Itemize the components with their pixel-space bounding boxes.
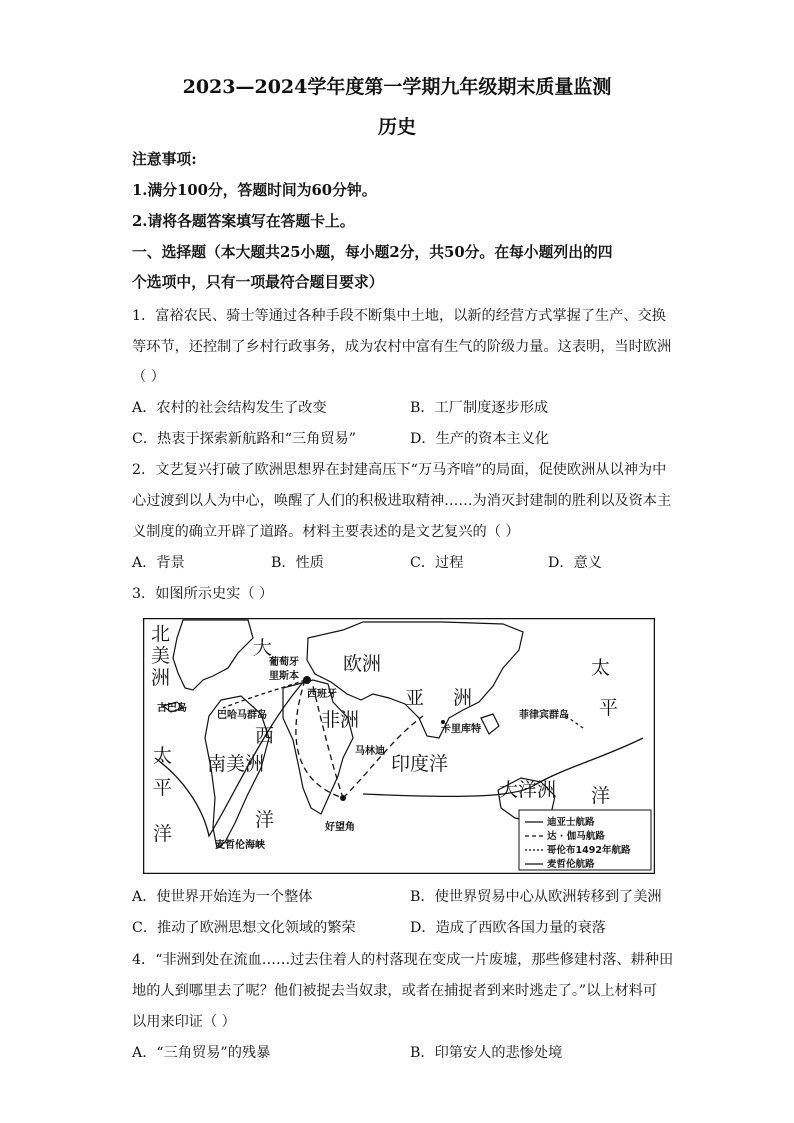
question-stem: 2．文艺复兴打破了欧洲思想界在封建高压下“万马齐喑”的局面，促使欧洲从以神为中	[132, 462, 667, 478]
label-malindi: 马林迪	[355, 746, 385, 757]
notes-heading: 注意事项:	[132, 151, 197, 168]
option-b: B．性质	[271, 555, 324, 571]
label-pacific-east: 平	[599, 697, 619, 719]
label-pacific-west: 洋	[153, 823, 173, 845]
option-b: B．印第安人的悲惨处境	[410, 1045, 563, 1061]
label-pacific-west: 太	[153, 745, 173, 767]
option-a: A．背景	[132, 555, 185, 571]
notes-item: 2.请将各题答案填写在答题卡上。	[132, 213, 355, 230]
label-indian-ocean: 印度洋	[391, 753, 449, 775]
label-africa: 非洲	[321, 709, 360, 731]
good-hope-marker	[340, 795, 346, 801]
label-philippines: 菲律宾群岛	[519, 710, 569, 721]
option-a: A．农村的社会结构发生了改变	[132, 400, 327, 416]
option-a: A．“三角贸易”的残暴	[132, 1045, 271, 1061]
label-europe: 欧洲	[343, 653, 382, 675]
label-atlantic: 西	[255, 725, 275, 747]
question-stem: 以用来印证（ ）	[132, 1014, 236, 1030]
legend-da-gama: 达 · 伽马航路	[547, 831, 605, 842]
label-good-hope: 好望角	[325, 822, 355, 833]
legend-dias: 迪亚士航路	[547, 817, 595, 828]
question-stem: 等环节，还控制了乡村行政事务，成为农村中富有生气的阶级力量。这表明，当时欧洲	[132, 339, 672, 355]
question-stem: 3．如图所示史实（ ）	[132, 586, 274, 602]
question-stem: 地的人到哪里去了呢？他们被捉去当奴隶，或者在捕捉者到来时逃走了。”以上材料可	[132, 983, 658, 999]
option-d: D．意义	[548, 555, 602, 571]
label-bahamas: 巴哈马群岛	[217, 710, 267, 721]
option-c: C．热衷于探索新航路和“三角贸易”	[132, 431, 356, 447]
lisbon-marker	[303, 676, 311, 684]
question-stem: （ ）	[132, 369, 165, 385]
option-a: A．使世界开始连为一个整体	[132, 889, 313, 905]
new-routes-map	[143, 618, 655, 874]
label-pacific-east: 太	[591, 657, 611, 679]
label-pacific-west: 平	[153, 777, 173, 799]
label-atlantic: 大	[253, 637, 273, 659]
question-stem: 1．富裕农民、骑士等通过各种手段不断集中土地，以新的经营方式掌握了生产、交换	[132, 308, 666, 324]
label-lisbon: 里斯本	[269, 671, 299, 682]
label-north-america: 北	[151, 623, 171, 645]
label-magellan-strait: 麦哲伦海峡	[215, 840, 265, 851]
question-stem: 义制度的确立开辟了道路。材料主要表述的是文艺复兴的（ ）	[132, 524, 520, 540]
label-atlantic: 洋	[255, 809, 275, 831]
question-stem: 心过渡到以人为中心，唤醒了人们的积极进取精神……为消灭封建制的胜利以及资本主	[132, 493, 672, 509]
subject-title: 历史	[377, 116, 416, 138]
question-stem: 4．“非洲到处在流血……过去住着人的村落现在变成一片废墟，那些修建村落、耕种田	[132, 952, 674, 968]
label-asia: 洲	[453, 687, 473, 709]
notes-item: 1.满分100分，答题时间为60分钟。	[132, 182, 377, 199]
option-c: C．过程	[410, 555, 464, 571]
label-portugal: 葡萄牙	[269, 657, 299, 668]
label-pacific-east: 洋	[591, 785, 611, 807]
label-oceania: 大洋洲	[499, 779, 557, 801]
label-south-america: 南美洲	[207, 753, 265, 775]
map-figure	[143, 618, 655, 874]
option-b: B．工厂制度逐步形成	[410, 400, 549, 416]
option-d: D．生产的资本主义化	[410, 431, 550, 447]
label-north-america: 洲	[151, 667, 171, 689]
label-cuba: 古巴岛	[157, 703, 187, 714]
section-heading: 个选项中，只有一项最符合题目要求）	[132, 274, 384, 291]
option-d: D．造成了西欧各国力量的衰落	[410, 920, 606, 936]
exam-title: 2023—2024学年度第一学期九年级期末质量监测	[182, 76, 612, 98]
legend-magellan: 麦哲伦航路	[547, 859, 595, 870]
option-b: B．使世界贸易中心从欧洲转移到了美洲	[410, 889, 662, 905]
option-c: C．推动了欧洲思想文化领域的繁荣	[132, 920, 356, 936]
legend-columbus: 哥伦布1492年航路	[547, 845, 631, 856]
calicut-marker	[441, 720, 445, 724]
section-heading: 一、选择题（本大题共25小题，每小题2分，共50分。在每小题列出的四	[132, 244, 613, 261]
label-calicut: 卡里库特	[441, 724, 481, 735]
label-north-america: 美	[151, 645, 171, 667]
label-asia: 亚	[405, 687, 425, 709]
label-spain: 西班牙	[307, 689, 337, 700]
